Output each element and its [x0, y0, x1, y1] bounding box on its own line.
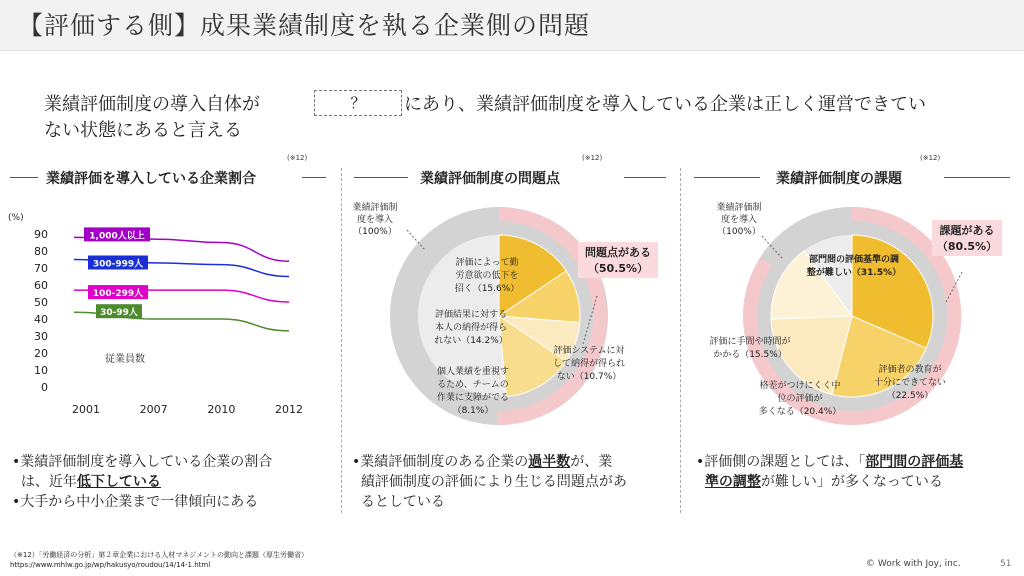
- col1-line2-text: は、近年: [20, 474, 77, 490]
- series-label: 300-999人: [92, 259, 144, 270]
- col2-line3-text: るとしている: [360, 494, 445, 510]
- section1-heading: 業績評価を導入している企業割合: [46, 171, 256, 187]
- y-tick-label: 80: [34, 245, 48, 258]
- x-tick-label: 2010: [207, 403, 236, 416]
- line-chart: [0, 200, 330, 425]
- pie2-slice4-a: 評価に手間や時間が: [709, 337, 791, 347]
- col3-line1-text: •評価側の課題としては、「: [696, 454, 866, 470]
- col3-line2: [696, 472, 1018, 492]
- pie2-center-label-a: 業績評価制: [716, 203, 762, 213]
- pie1-slice2-a: 評価システムに対: [553, 346, 625, 356]
- pie1-slice3-d: （8.1%）: [452, 406, 494, 416]
- pie2-slice2-c: （22.5%）: [886, 391, 934, 401]
- pie-chart-problems: [345, 188, 675, 438]
- pie2-slice1-a: 部門間の評価基準の調: [808, 255, 900, 265]
- section2-note: (※12): [582, 154, 603, 162]
- pie2-highlight-a: 課題がある: [939, 224, 995, 237]
- section3-rule-left: [694, 177, 760, 178]
- section1-rule-left: [10, 177, 38, 178]
- page-title: 【評価する側】成果業績制度を執る企業側の問題: [18, 11, 591, 40]
- y-tick-label: 40: [34, 313, 48, 326]
- col2-emphasis: 過半数: [528, 454, 571, 470]
- pie1-slice3-a: 個人業績を重視す: [436, 367, 510, 377]
- pie1-slice4-b: 本人の納得が得ら: [434, 323, 508, 333]
- section2-rule-left: [354, 177, 408, 178]
- pie2-center-label-c: （100%）: [717, 227, 761, 237]
- col3-line1: [696, 452, 1018, 472]
- col2-line3: [352, 492, 677, 512]
- y-tick-label: 70: [34, 262, 48, 275]
- y-tick-label: 0: [41, 381, 48, 394]
- pie2-slice2-b: 十分にできてない: [873, 378, 947, 388]
- pie1-slice2-b: して納得が得られ: [552, 359, 626, 369]
- pie1-center-label-b: 度を導入: [356, 215, 394, 225]
- pie1-center-label-a: 業績評価制: [352, 203, 398, 213]
- pie2-center-label-b: 度を導入: [720, 215, 758, 225]
- column-separator-1: [341, 168, 342, 513]
- pie2-slice3-a: 格差がつけにくく中: [759, 381, 841, 391]
- page-number: 51: [1000, 559, 1012, 569]
- pie1-slice3-b: るため、チームの: [437, 380, 509, 390]
- pie1-slice4-a: 評価結果に対する: [434, 310, 508, 320]
- pie1-center-label-c: （100%）: [353, 227, 397, 237]
- y-tick-label: 60: [34, 279, 48, 292]
- pie1-highlight-a: 問題点がある: [585, 246, 651, 259]
- bullets-column-2: [352, 452, 677, 512]
- col3-emphasis-b: 準の調整: [704, 474, 761, 490]
- col1-line2: [12, 472, 337, 492]
- section2-rule-right: [624, 177, 666, 178]
- col2-line2-text: 績評価制度の評価により生じる問題点があ: [360, 474, 627, 490]
- pie2-slice2-a: 評価者の教育が: [878, 365, 942, 375]
- col2-line1-text: •業績評価制度のある企業の: [352, 454, 529, 470]
- pie1-slice2-c: ない（10.7%）: [556, 372, 622, 382]
- y-tick-label: 50: [34, 296, 48, 309]
- y-tick-label: 10: [34, 364, 48, 377]
- pie2-slice4-b: かかる（15.5%）: [713, 350, 787, 360]
- series-label: 30-99人: [100, 308, 138, 319]
- x-tick-label: 2012: [275, 403, 303, 416]
- bullets-column-1: [12, 452, 337, 512]
- col3-line2-text: が難しい」が多くなっている: [760, 474, 943, 490]
- pie1-slice1-a: 評価によって勤: [455, 258, 519, 268]
- pie2-slice1-b: 整が難しい（31.5%）: [806, 268, 902, 278]
- x-axis-ticks: [72, 403, 303, 416]
- col2-line2: [352, 472, 677, 492]
- section1-note: (※12): [287, 154, 308, 162]
- lead-line1-after: にあり、業績評価制度を導入している企業は正しく運営できてい: [404, 94, 926, 115]
- x-tick-label: 2007: [139, 403, 168, 416]
- y-tick-label: 20: [34, 347, 48, 360]
- bullets-column-3: [696, 452, 1018, 492]
- col2-line1: [352, 452, 677, 472]
- pie1-slice1-c: 招く（15.6%）: [454, 284, 520, 294]
- column-separator-2: [680, 168, 681, 513]
- col2-line1-tail: が、業: [570, 454, 613, 470]
- source-citation: （※12）「労働経済の分析」第２章企業における人材マネジメントの動向と課題（厚生労働省）: [10, 551, 309, 559]
- x-tick-label: 2001: [72, 403, 100, 416]
- section3-note: (※12): [920, 154, 941, 162]
- pie1-slice3-c: 作業に支障がでる: [436, 393, 510, 403]
- pie1-highlight-b: （50.5%）: [587, 262, 649, 275]
- pie1-slice1-b: 労意欲の低下を: [455, 271, 519, 281]
- col1-line3: •大手から中小企業まで一律傾向にある: [12, 494, 259, 510]
- col1-emphasis: 低下している: [76, 474, 161, 490]
- col3-emphasis-a: 部門間の評価基: [865, 454, 964, 470]
- chart-annotation: 従業員数: [105, 354, 145, 365]
- section2-heading: 業績評価制度の問題点: [420, 171, 560, 187]
- lead-line2: ない状態にあると言える: [44, 120, 242, 141]
- pie2-highlight-b: （80.5%）: [936, 240, 998, 253]
- blank-box: ？: [314, 90, 402, 116]
- pie2-slice3-c: 多くなる（20.4%）: [758, 407, 842, 417]
- y-tick-label: 90: [34, 228, 48, 241]
- section3-rule-right: [944, 177, 1010, 178]
- section3-heading: 業績評価制度の課題: [776, 171, 902, 187]
- y-axis-ticks: [34, 228, 48, 394]
- source-url[interactable]: https://www.mhlw.go.jp/wp/hakusyo/roudou/14/14-1.html: [10, 561, 211, 569]
- copyright: © Work with Joy, inc.: [866, 559, 961, 569]
- pie-chart-issues: [684, 188, 1022, 438]
- series-label: 100-299人: [92, 289, 144, 300]
- col1-line1: •業績評価制度を導入している企業の割合: [12, 454, 273, 470]
- section1-rule-right: [302, 177, 326, 178]
- lead-line1-before: 業績評価制度の導入自体が: [44, 94, 260, 115]
- y-axis-unit: (%): [8, 213, 24, 223]
- pie2-slice3-b: 位の評価が: [777, 394, 823, 404]
- y-tick-label: 30: [34, 330, 48, 343]
- series-label: 1,000人以上: [89, 231, 145, 242]
- series-labels: [84, 227, 150, 318]
- pie1-slice4-c: れない（14.2%）: [434, 336, 508, 346]
